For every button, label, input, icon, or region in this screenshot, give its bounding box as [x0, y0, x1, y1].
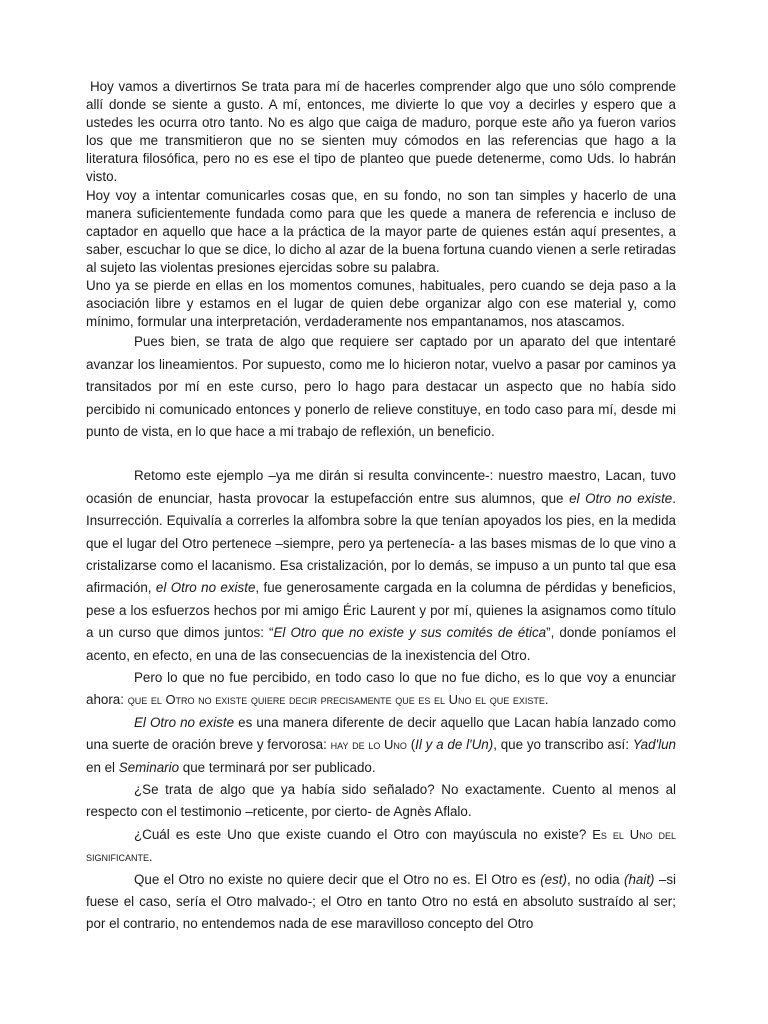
- document-page: [86, 78, 676, 936]
- paragraph-cual: ¿Cuál es este Uno que existe cuando el Otro con mayúscula no existe? Es el Uno del significante.: [86, 826, 676, 865]
- paragraph-que: Que el Otro no existe no quiere decir que el Otro no es. El Otro es (est), no odia (hait) –si fuese el caso, sería el Otro malvado-; el Otro en tanto Otro no está en absoluto sustraído al ser; por el contrario, no entendemos nada de ese maravilloso concepto del Otro: [86, 871, 676, 932]
- body-block: [86, 331, 676, 936]
- paragraph-gap: [86, 443, 676, 465]
- paragraph-retomo: Retomo este ejemplo –ya me dirán si resulta convincente-: nuestro maestro, Lacan, tuvo ocasión de enunciar, hasta provocar la estupefacción entre sus alumnos, que el Otro no existe. Insurrección. Equivalía a correrles la alfombra sobre la que tenían apoyados los pies, en la medida que el lugar del Otro pertenece –siempre, pero ya pertenecía- a las bases mismas de lo que vino a cristalizarse como el lacanismo. Esa cristalización, por lo demás, se impuso a un punto tal que esa afirmación, el Otro no existe, fue generosamente cargada en la columna de pérdidas y beneficios, pese a los esfuerzos hechos por mi amigo Éric Laurent y por mí, quienes la asignamos como título a un curso que dimos juntos: “El Otro que no existe y sus comités de ética”, donde poníamos el acento, en efecto, en una de las consecuencias de la inexistencia del Otro.: [86, 468, 676, 663]
- opening-block: [86, 78, 676, 331]
- paragraph-intro: Hoy vamos a divertirnos Se trata para mí de hacerles comprender algo que uno sólo comprende allí donde se siente a gusto. A mí, entonces, me divierte lo que voy a decirles y espero que a ustedes les ocurra otro tanto. No es algo que caiga de maduro, porque este año ya fueron varios los que me transmitieron que no se sienten muy cómodos en las referencias que hago a la literatura filosófica, pero no es ese el tipo de planteo que puede detenerme, como Uds. lo habrán visto.: [86, 79, 676, 185]
- paragraph-pero: Pero lo que no fue percibido, en todo caso lo que no fue dicho, es lo que voy a enunciar ahora: que el Otro no existe quiere decir precisamente que es el Uno el que existe.: [86, 670, 676, 708]
- paragraph-pues-bien: Pues bien, se trata de algo que requiere ser captado por un aparato del que intentaré avanzar los lineamientos. Por supuesto, como me lo hicieron notar, vuelvo a pasar por caminos ya transitados por mí en este curso, pero lo hago para destacar un aspecto que no había sido percibido ni comunicado entonces y ponerlo de relieve constituye, en todo caso para mí, desde mi punto de vista, en lo que hace a mi trabajo de reflexión, un beneficio.: [86, 334, 676, 439]
- paragraph-hoy-voy: Hoy voy a intentar comunicarles cosas que, en su fondo, no son tan simples y hacerlo de una manera suficientemente fundada como para que les quede a manera de referencia e incluso de captador en aquello que hace a la práctica de la mayor parte de quienes están aquí presentes, a saber, escuchar lo que se dice, lo dicho al azar de la buena fortuna cuando vienen a serle retiradas al sujeto las violentas presiones ejercidas sobre su palabra.: [86, 187, 676, 275]
- paragraph-el-otro: El Otro no existe es una manera diferente de decir aquello que Lacan había lanzado como una suerte de oración breve y fervorosa: hay de lo Uno (Il y a de l'Un), que yo transcribo así: Yad'lun en el Seminario que terminará por ser publicado.: [86, 714, 676, 775]
- paragraph-se-trata: ¿Se trata de algo que ya había sido señalado? No exactamente. Cuento al menos al respecto con el testimonio –reticente, por cierto- de Agnès Aflalo.: [86, 782, 676, 820]
- paragraph-uno-ya: Uno ya se pierde en ellas en los momentos comunes, habituales, pero cuando se deja paso a la asociación libre y estamos en el lugar de quien debe organizar algo con ese material y, como mínimo, formular una interpretación, verdaderamente nos empantanamos, nos atascamos.: [86, 278, 676, 330]
